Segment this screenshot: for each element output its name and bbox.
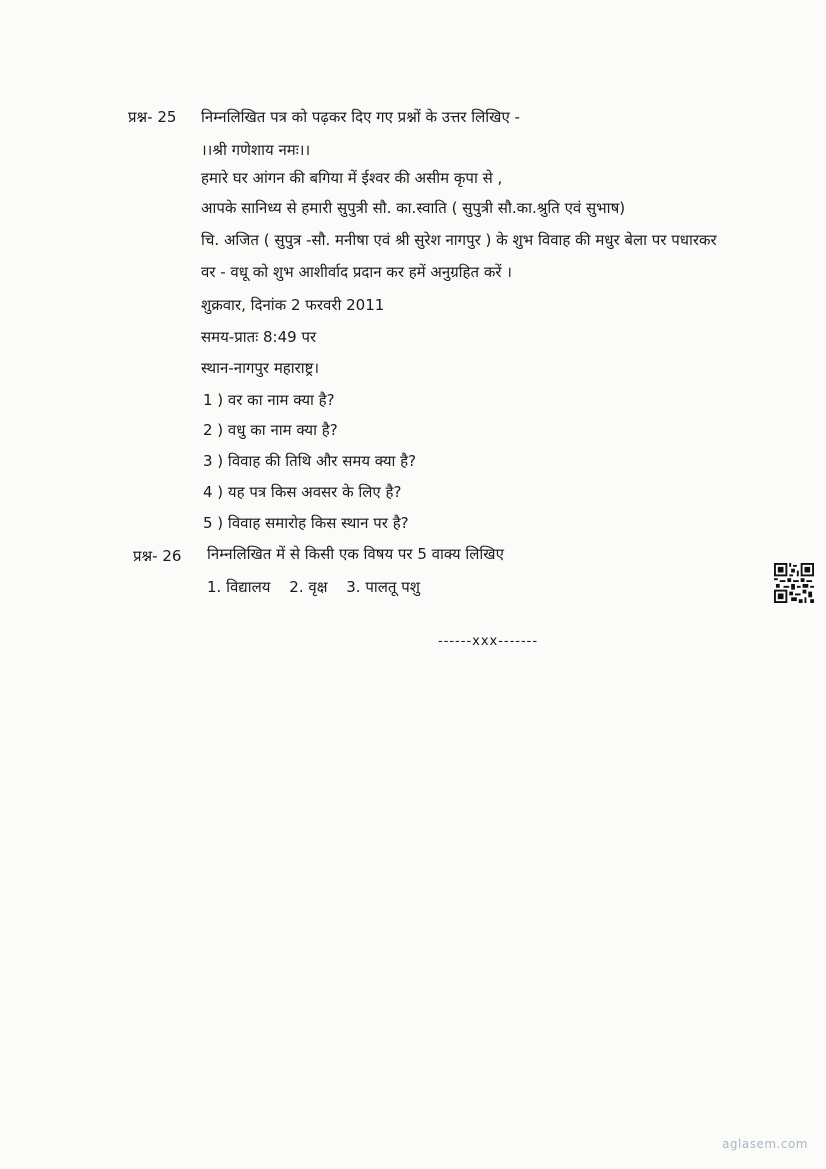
- letter-line: ।।श्री गणेशाय नमः।।: [201, 141, 311, 159]
- topic-options: [207, 577, 434, 597]
- sub-question: 1 ) वर का नाम क्या है?: [203, 391, 335, 409]
- watermark: aglasem.com: [722, 1137, 808, 1151]
- letter-line: समय-प्रातः 8:49 पर: [201, 328, 317, 346]
- end-separator: ------xxx-------: [438, 634, 539, 649]
- question-25-instruction: निम्नलिखित पत्र को पढ़कर दिए गए प्रश्नों के उत्तर लिखिए -: [201, 108, 520, 126]
- topic-option: 3. पालतू पशु: [346, 578, 420, 596]
- letter-line: शुक्रवार, दिनांक 2 फरवरी 2011: [201, 296, 385, 314]
- letter-line: वर - वधू को शुभ आशीर्वाद प्रदान कर हमें अनुग्रहित करें ।: [201, 263, 512, 281]
- letter-line: आपके सानिध्य से हमारी सुपुत्री सौ. का.स्वाति ( सुपुत्री सौ.का.श्रुति एवं सुभाष): [201, 199, 626, 217]
- letter-line: स्थान-नागपुर महाराष्ट्र।: [201, 359, 320, 377]
- qr-code-icon: [774, 563, 814, 603]
- topic-option: 2. वृक्ष: [289, 578, 328, 596]
- topic-option: 1. विद्यालय: [207, 578, 271, 596]
- question-26-label: प्रश्न- 26: [133, 547, 182, 565]
- letter-line: हमारे घर आंगन की बगिया में ईश्वर की असीम कृपा से ,: [201, 169, 503, 187]
- sub-question: 5 ) विवाह समारोह किस स्थान पर है?: [203, 514, 409, 532]
- letter-line: चि. अजित ( सुपुत्र -सौ. मनीषा एवं श्री सुरेश नागपुर ) के शुभ विवाह की मधुर बेला पर पधारकर: [201, 231, 717, 249]
- sub-question: 2 ) वधु का नाम क्या है?: [203, 421, 338, 439]
- question-26-instruction: निम्नलिखित में से किसी एक विषय पर 5 वाक्य लिखिए: [207, 545, 504, 563]
- sub-question: 3 ) विवाह की तिथि और समय क्या है?: [203, 452, 417, 470]
- sub-question: 4 ) यह पत्र किस अवसर के लिए है?: [203, 483, 402, 501]
- question-25-label: प्रश्न- 25: [128, 108, 177, 126]
